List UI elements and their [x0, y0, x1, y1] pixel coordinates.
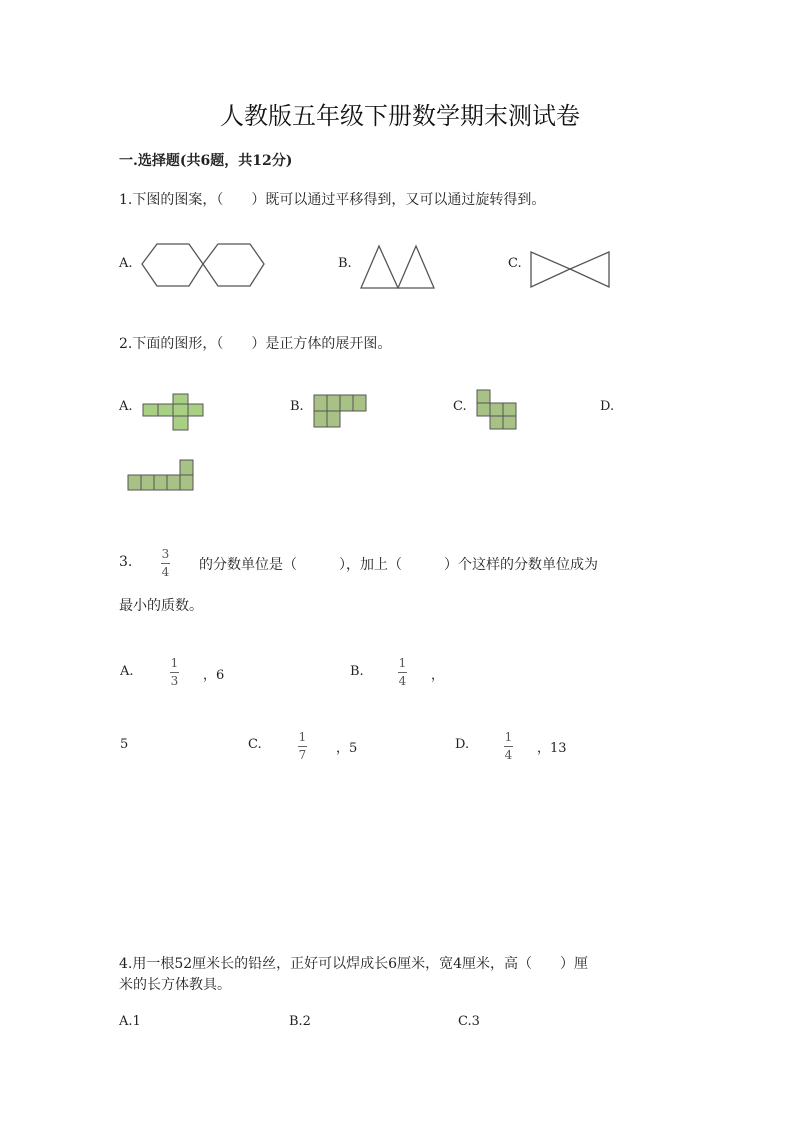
q3-option-d-label: D.: [455, 737, 470, 752]
q3-option-c-fraction: 1 7: [298, 730, 307, 762]
question-3-number: 3.: [119, 554, 133, 570]
two-triangles-icon: [360, 244, 436, 290]
question-1-text: 1.下图的图案，（ ）既可以通过平移得到，又可以通过旋转得到。: [119, 192, 546, 208]
page-title: 人教版五年级下册数学期末测试卷: [220, 102, 580, 130]
q1-option-a-label: A.: [119, 256, 133, 271]
q3-option-a-label: A.: [120, 664, 134, 679]
cube-net-b-icon: [313, 394, 369, 430]
q1-option-c-label: C.: [508, 256, 522, 271]
q3-option-c-value: ，5: [336, 741, 358, 756]
q3-option-a-fraction: 1 3: [170, 656, 179, 688]
fraction-numerator: 3: [161, 547, 170, 561]
cube-net-c-icon: [476, 389, 518, 431]
question-3-text: 的分数单位是（ ），加上（ ）个这样的分数单位成为: [199, 557, 598, 573]
q4-option-a: A.1: [119, 1014, 141, 1029]
q2-option-b-label: B.: [290, 399, 304, 414]
bowtie-icon: [529, 250, 613, 290]
q3-option-b-value-cont: 5: [120, 737, 129, 752]
q2-option-c-label: C.: [453, 399, 467, 414]
q2-option-a-label: A.: [119, 399, 133, 414]
cube-net-d-icon: [124, 459, 196, 493]
question-3-text-cont: 最小的质数。: [119, 598, 203, 614]
q3-option-c-label: C.: [248, 737, 262, 752]
q3-option-a-value: ，6: [203, 668, 225, 683]
two-hexagons-icon: [140, 242, 268, 290]
cube-net-a-icon: [142, 393, 206, 433]
q3-option-d-fraction: 1 4: [504, 730, 513, 762]
question-4-text-cont: 米的长方体教具。: [119, 977, 231, 993]
q3-option-b-value: ，: [431, 668, 445, 683]
q4-option-b: B.2: [289, 1014, 311, 1029]
section-heading: 一.选择题(共6题，共12分): [119, 153, 293, 169]
q1-option-b-label: B.: [338, 256, 352, 271]
q3-option-b-fraction: 1 4: [398, 656, 407, 688]
q3-option-d-value: ，13: [537, 741, 567, 756]
q4-option-c: C.3: [458, 1014, 480, 1029]
question-4-text: 4.用一根52厘米长的铅丝，正好可以焊成长6厘米，宽4厘米，高（ ）厘: [119, 956, 588, 972]
q3-option-b-label: B.: [350, 664, 364, 679]
fraction-denominator: 4: [161, 565, 170, 579]
question-2-text: 2.下面的图形，（ ）是正方体的展开图。: [119, 336, 392, 352]
q2-option-d-label: D.: [600, 399, 615, 414]
fraction-three-quarters: [161, 548, 170, 579]
